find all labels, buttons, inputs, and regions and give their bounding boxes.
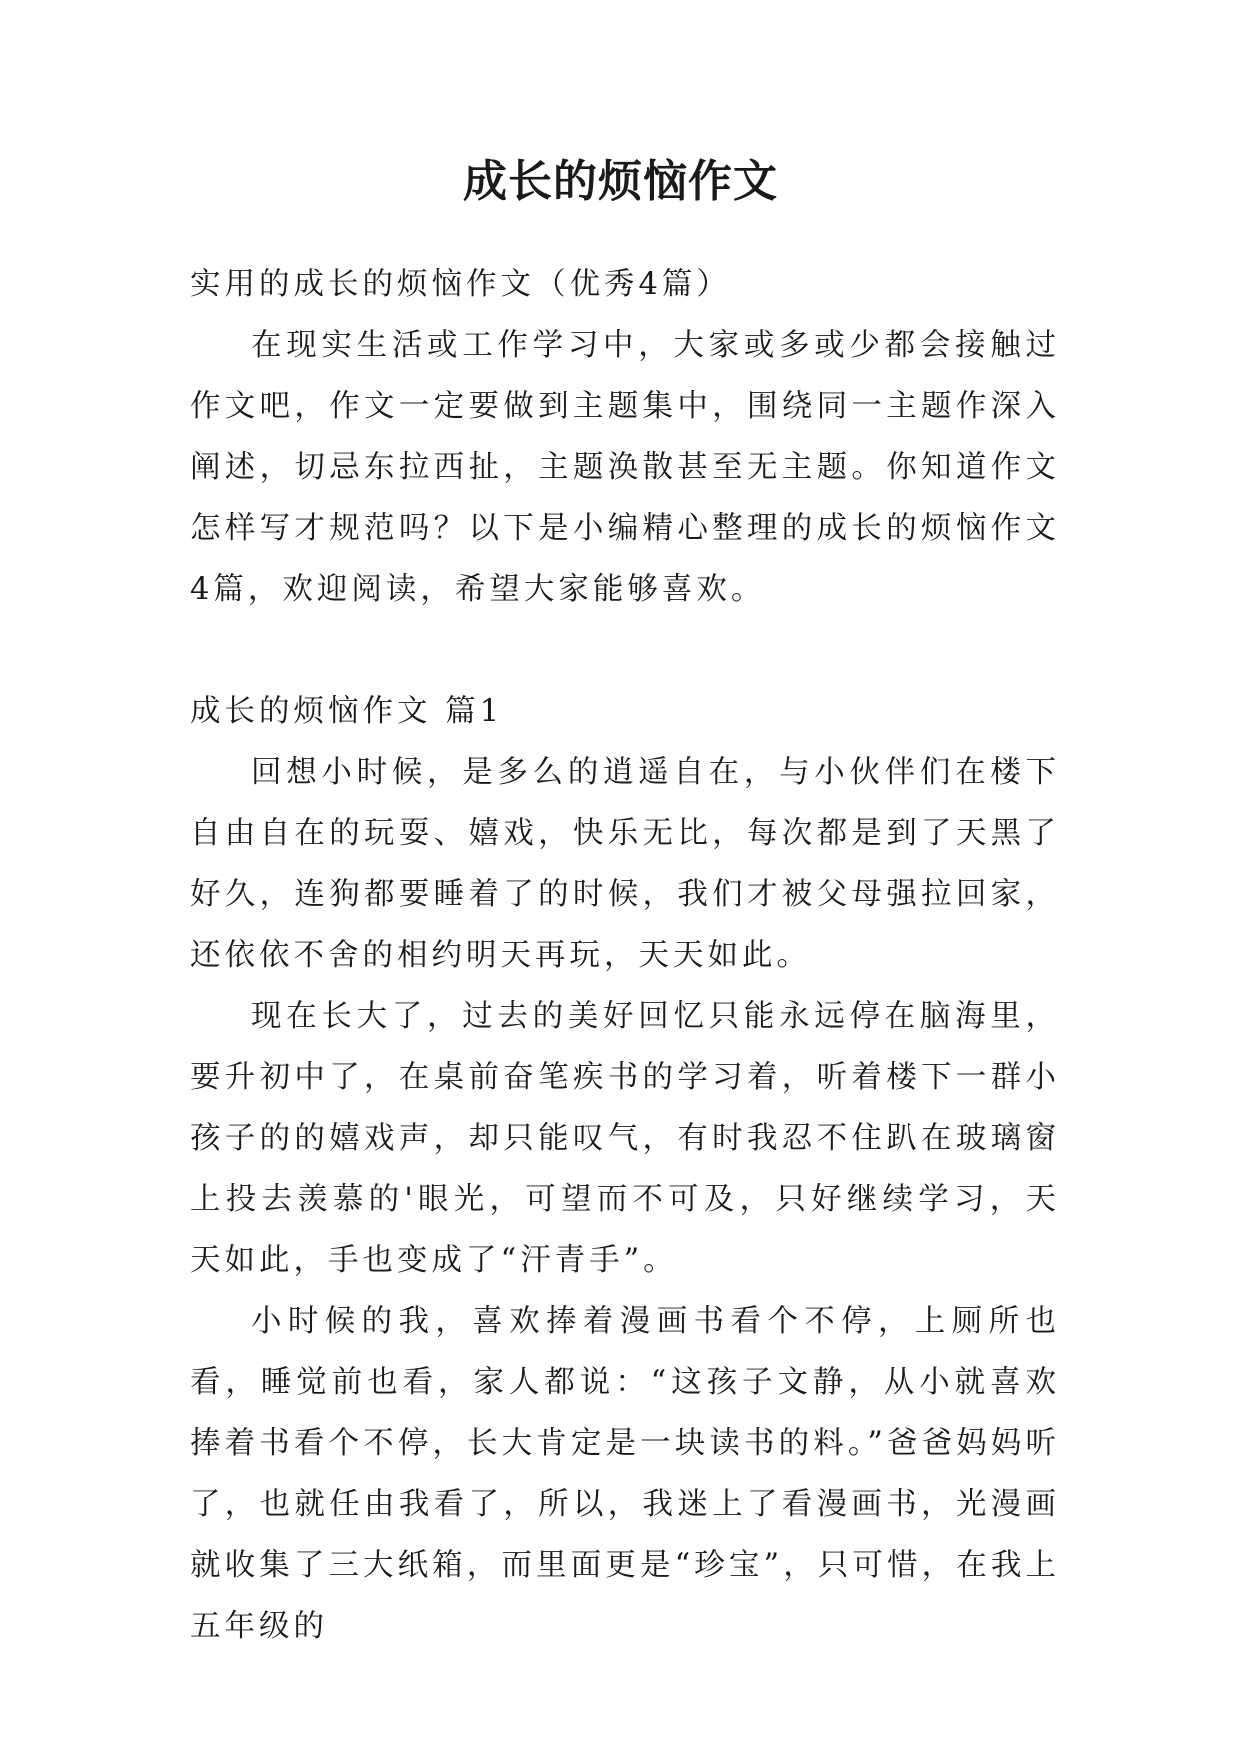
document-subtitle: 实用的成长的烦恼作文（优秀4篇） (190, 267, 731, 302)
intro-paragraph: 在现实生活或工作学习中，大家或多或少都会接触过作文吧，作文一定要做到主题集中，围绕同一主题作深入阐述，切忌东拉西扯，主题涣散甚至无主题。你知道作文怎样写才规范吗？以下是小编精心整理的成长的烦恼作文4篇，欢迎阅读，希望大家能够喜欢。 (190, 328, 1060, 607)
body-paragraph: 回想小时候，是多么的逍遥自在，与小伙伴们在楼下自由自在的玩耍、嬉戏，快乐无比，每次都是到了天黑了好久，连狗都要睡着了的时候，我们才被父母强拉回家，还依依不舍的相约明天再玩，天天如此。 (190, 755, 1060, 973)
body-paragraph: 小时候的我，喜欢捧着漫画书看个不停，上厕所也看，睡觉前也看，家人都说：“这孩子文静，从小就喜欢捧着书看个不停，长大肯定是一块读书的料。”爸爸妈妈听了，也就任由我看了，所以，我迷上了看漫画书，光漫画就收集了三大纸箱，而里面更是“珍宝”，只可惜，在我上五年级的 (190, 1304, 1060, 1644)
document-title: 成长的烦恼作文 (463, 156, 778, 207)
body-paragraph: 现在长大了，过去的美好回忆只能永远停在脑海里，要升初中了，在桌前奋笔疾书的学习着，听着楼下一群小孩子的的嬉戏声，却只能叹气，有时我忍不住趴在玻璃窗上投去羡慕的'眼光，可望而不可及，只好继续学习，天天如此，手也变成了“汗青手”。 (190, 999, 1060, 1278)
section-heading: 成长的烦恼作文 篇1 (190, 694, 504, 729)
document-body (190, 254, 1060, 1657)
section-spacer (190, 620, 1060, 681)
